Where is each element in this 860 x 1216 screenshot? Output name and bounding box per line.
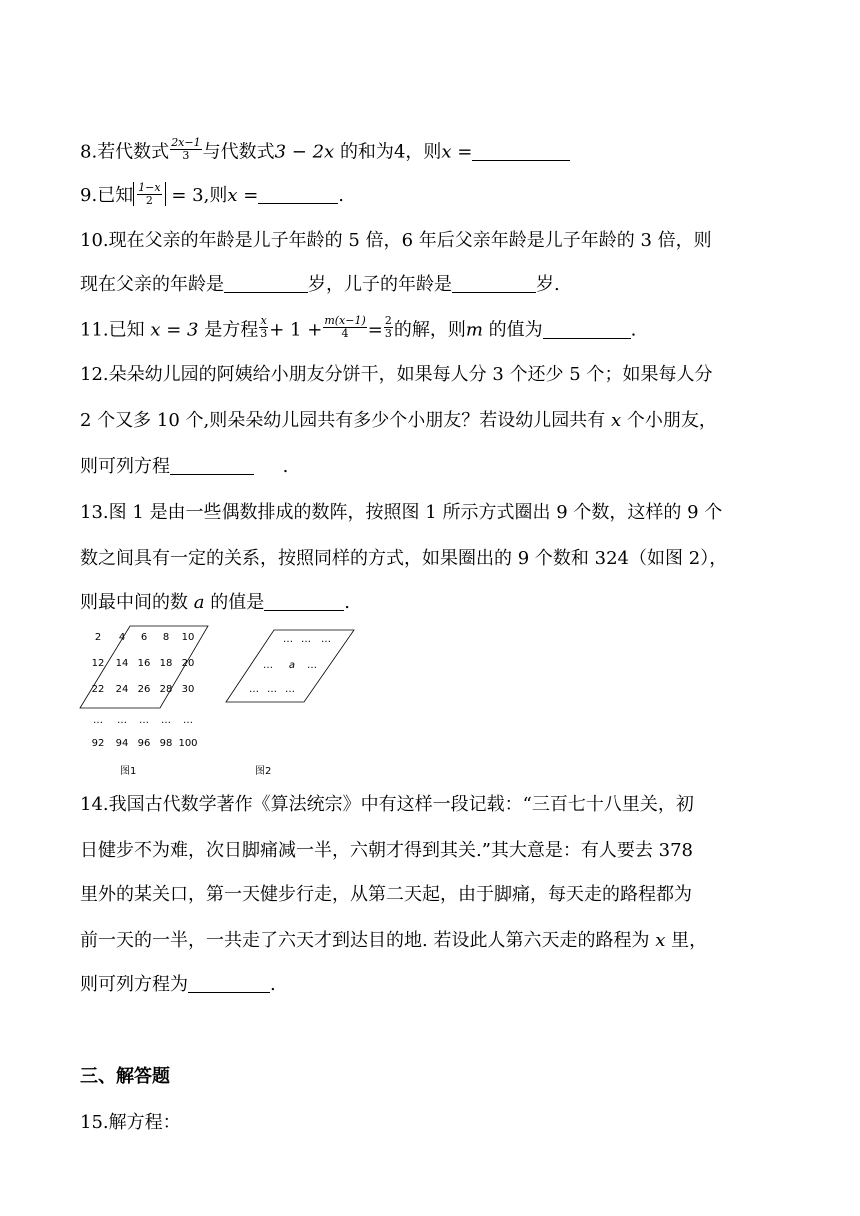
- figure-1-cell: 100: [178, 738, 198, 749]
- text: .: [630, 319, 637, 341]
- text: 若代数式: [97, 141, 170, 163]
- question-number: 14.: [80, 794, 109, 815]
- text: .: [282, 456, 289, 477]
- number: 2: [688, 548, 701, 569]
- text: 现在父亲的年龄是: [80, 274, 224, 295]
- text: 倍，: [365, 230, 402, 251]
- text: 个又多: [97, 410, 152, 431]
- figure-2-cell: …: [263, 660, 273, 671]
- math-variable: x: [611, 410, 622, 431]
- question-10-line-2: [80, 274, 560, 296]
- figure-1-cell: 94: [115, 738, 129, 749]
- number: 4: [393, 141, 406, 163]
- text: 的值是: [210, 592, 265, 613]
- number: 324: [594, 548, 630, 569]
- figure-1-cell: 96: [137, 738, 151, 749]
- figure-1-cell: 30: [181, 684, 195, 695]
- answer-blank[interactable]: [543, 320, 631, 339]
- question-11: [80, 314, 637, 343]
- figure-2-cell: …: [285, 684, 295, 695]
- question-14-line-3: [80, 884, 692, 906]
- text: ，则: [405, 141, 442, 163]
- fraction-numerator: 2x−1: [171, 136, 201, 149]
- figure-1-cell: 10: [181, 632, 195, 643]
- text: 的值为: [488, 319, 543, 341]
- math-expression: x = 3: [150, 319, 199, 341]
- text: 我国古代数学著作《算法统宗》中有这样一段记载：“三百七十八里关，初: [108, 794, 694, 815]
- figure-2-cell: …: [307, 660, 317, 671]
- math-expression: x =: [227, 185, 259, 206]
- text: 现在父亲的年龄是儿子年龄的: [108, 230, 343, 251]
- number: 378: [658, 840, 694, 861]
- question-12-line-2: [80, 410, 717, 432]
- fraction: [259, 315, 268, 340]
- fraction-denominator: 3: [260, 327, 268, 340]
- fraction-denominator: 3: [182, 149, 190, 162]
- number: 5: [348, 230, 360, 251]
- math-expression: =: [367, 319, 383, 341]
- text: 个,则朵朵幼儿园共有多少个小朋友？若设幼儿园共有: [185, 410, 606, 431]
- fraction: [384, 315, 393, 340]
- figure-1-cell: 28: [159, 684, 173, 695]
- answer-blank[interactable]: [188, 974, 270, 993]
- text: 则可列方程: [80, 456, 170, 477]
- text: 里，: [671, 930, 708, 951]
- figure-2-cell: …: [301, 634, 311, 645]
- math-expression: x =: [441, 141, 473, 163]
- number: 9: [556, 502, 568, 523]
- question-15: [80, 1112, 181, 1134]
- figure-1-cell: 2: [94, 632, 102, 643]
- text: 则最中间的数: [80, 592, 188, 613]
- text: 前一天的一半，一共走了六天才到达目的地. 若设此人第六天走的路程为: [80, 930, 650, 951]
- fraction-denominator: 3: [384, 327, 392, 340]
- fraction: [137, 182, 161, 207]
- number: 2: [80, 410, 92, 431]
- question-number: 10.: [80, 230, 109, 251]
- question-number: 9.: [80, 185, 98, 206]
- fraction: [323, 315, 366, 340]
- answer-blank[interactable]: [170, 456, 254, 475]
- figure-1-cell: 92: [91, 738, 105, 749]
- fraction-numerator: x: [260, 314, 267, 327]
- math-variable: x: [655, 930, 666, 951]
- question-14-line-1: [80, 794, 694, 816]
- text: （如图: [629, 548, 684, 569]
- figure-2-center-variable: a: [288, 660, 296, 671]
- text: 已知: [97, 185, 134, 206]
- text: 个数，这样的: [573, 502, 682, 523]
- figures: [78, 620, 378, 780]
- figure-1-cell: 4: [118, 632, 126, 643]
- figure-1-cell: …: [93, 715, 103, 726]
- question-number: 13.: [80, 502, 109, 523]
- fraction-denominator: 4: [341, 327, 349, 340]
- number: 9: [517, 548, 530, 569]
- text: 所示方式圈出: [442, 502, 551, 523]
- text: ），: [700, 548, 728, 569]
- question-number: 15.: [80, 1112, 109, 1133]
- math-expression: 3 − 2x: [274, 141, 335, 163]
- figure-2-cell: …: [249, 684, 259, 695]
- figure-1-cell: 26: [137, 684, 151, 695]
- text: 是由一些偶数排成的数阵，按照图: [149, 502, 420, 523]
- text: 则: [209, 185, 228, 206]
- fraction-numerator: 2: [384, 314, 392, 327]
- answer-blank[interactable]: [472, 142, 570, 161]
- section-heading: 三、解答题: [80, 1066, 170, 1087]
- number: 10: [156, 410, 180, 431]
- question-8: [80, 136, 570, 165]
- text: .: [338, 185, 345, 206]
- number: 3: [492, 364, 504, 385]
- question-number: 12.: [80, 364, 109, 385]
- figure-1-cell: 14: [115, 658, 129, 669]
- number: 5: [569, 364, 581, 385]
- text: 已知: [108, 319, 145, 341]
- figure-2-grid: [249, 634, 331, 695]
- question-10-line-1: [80, 230, 712, 252]
- figure-1-cell: 20: [181, 658, 195, 669]
- text: 与代数式: [202, 141, 275, 163]
- figure-1-cell: …: [139, 715, 149, 726]
- text: 岁.: [536, 274, 560, 295]
- text: .: [344, 592, 350, 613]
- figure-1-cell: …: [117, 715, 127, 726]
- number: 3: [640, 230, 652, 251]
- number: 1: [132, 502, 144, 523]
- text: 里外的某关口，第一天健步行走，从第二天起，由于脚痛，每天走的路程都为: [80, 884, 692, 905]
- question-number: 8.: [80, 141, 98, 163]
- question-14-line-4: [80, 930, 707, 952]
- question-14-line-2: [80, 840, 693, 862]
- text: .: [270, 974, 276, 995]
- text: 个: [704, 502, 723, 523]
- text: 朵朵幼儿园的阿姨给小朋友分饼干，如果每人分: [108, 364, 487, 385]
- text: 倍，则: [657, 230, 712, 251]
- answer-blank[interactable]: [452, 274, 536, 293]
- fraction-denominator: 2: [145, 194, 153, 207]
- question-12-line-3: [80, 456, 288, 478]
- figure-1-cell: …: [183, 715, 193, 726]
- figure-2-cell: …: [321, 634, 331, 645]
- text: 日健步不为难，次日脚痛减一半，六朝才得到其关.”其大意是：有人要去: [80, 840, 653, 861]
- figure-1-cell: 12: [91, 658, 105, 669]
- text: 个小朋友，: [626, 410, 717, 431]
- answer-blank[interactable]: [264, 592, 344, 611]
- figure-1-cell: …: [161, 715, 171, 726]
- question-13-line-2: [80, 548, 727, 570]
- number: 1: [425, 502, 437, 523]
- text: 则可列方程为: [80, 974, 188, 995]
- text: 岁，儿子的年龄是: [308, 274, 452, 295]
- question-9: [80, 181, 345, 208]
- text: 个数和: [534, 548, 589, 569]
- figure-1-cell: 8: [162, 632, 170, 643]
- math-variable: m: [465, 319, 483, 341]
- text: 解方程：: [108, 1112, 181, 1133]
- question-13-line-3: [80, 592, 350, 614]
- text: 个；如果每人分: [586, 364, 713, 385]
- absolute-value: [133, 182, 165, 206]
- text: 年后父亲年龄是儿子年龄的: [418, 230, 635, 251]
- fraction-numerator: 1−x: [138, 181, 161, 194]
- text: 的和为: [339, 141, 394, 163]
- text: 图: [108, 502, 127, 523]
- number: 9: [687, 502, 699, 523]
- text: 的解，则: [393, 319, 466, 341]
- answer-blank[interactable]: [224, 274, 308, 293]
- number: 6: [401, 230, 414, 251]
- fraction: [170, 137, 201, 162]
- text: 数之间具有一定的关系，按照同样的方式，如果圈出的: [80, 548, 512, 569]
- figure-2-cell: …: [267, 684, 277, 695]
- answer-blank[interactable]: [258, 185, 338, 204]
- question-number: 11.: [80, 319, 109, 341]
- figure-1-cell: 18: [159, 658, 173, 669]
- question-14-line-5: [80, 974, 276, 996]
- figure-1-cell: 24: [115, 684, 129, 695]
- fraction-numerator: m(x−1): [324, 314, 366, 327]
- text: 是方程: [204, 319, 259, 341]
- question-12-line-1: [80, 364, 712, 386]
- text: 个还少: [509, 364, 564, 385]
- math-variable: a: [193, 592, 205, 613]
- figure-1-cell: 6: [140, 632, 148, 643]
- figure-1-cell: 22: [91, 684, 105, 695]
- figure-2-caption: 图2: [255, 766, 272, 777]
- question-13-line-1: [80, 502, 722, 524]
- math-expression: + 1 +: [269, 319, 323, 341]
- figure-1-cell: 16: [137, 658, 151, 669]
- figure-1-number-array: [92, 632, 198, 749]
- figure-1-caption: 图1: [120, 766, 137, 777]
- math-expression: = 3,: [171, 185, 210, 206]
- figure-2-cell: …: [283, 634, 293, 645]
- figure-1-cell: 98: [159, 738, 173, 749]
